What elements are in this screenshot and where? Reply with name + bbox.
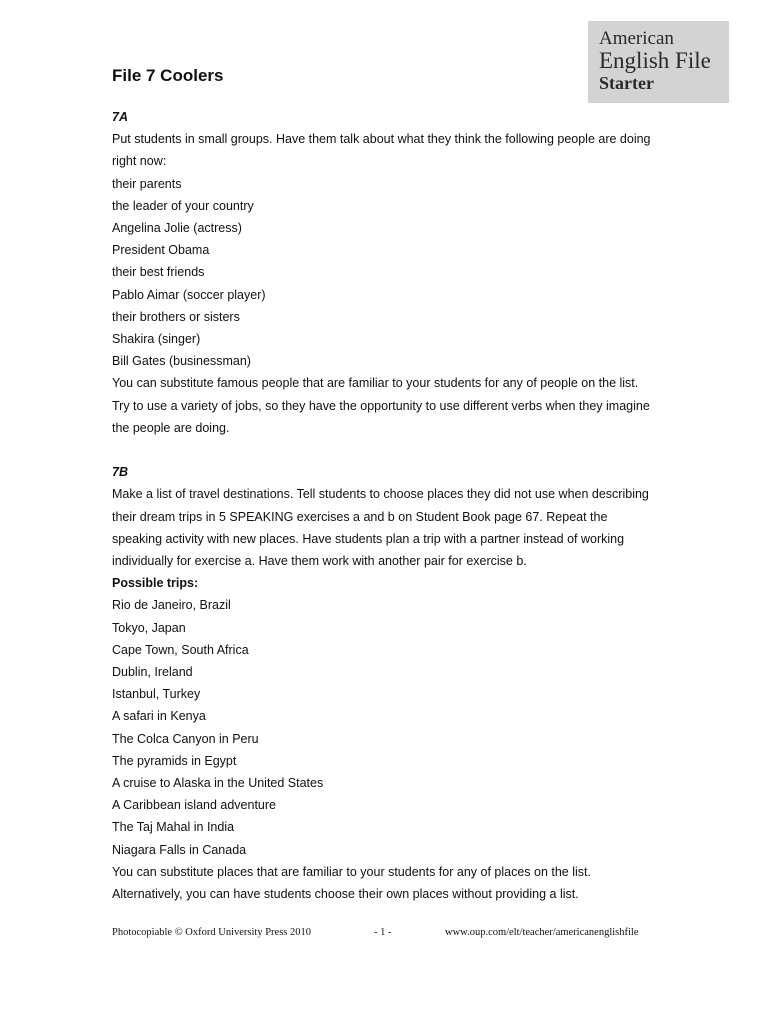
section-7b-line: speaking activity with new places. Have students plan a trip with a partner instead of working xyxy=(112,531,625,546)
trip-item: Istanbul, Turkey xyxy=(112,687,201,702)
closing-line: Alternatively, you can have students choose their own places without providing a list. xyxy=(112,887,579,902)
section-7b-line: Make a list of travel destinations. Tell students to choose places they did not use when describing xyxy=(112,487,649,502)
section-7a-line: President Obama xyxy=(112,243,210,258)
section-7a-heading: 7A xyxy=(112,110,128,124)
trip-item: Dublin, Ireland xyxy=(112,665,193,680)
closing-line: You can substitute places that are familiar to your students for any of places on the list. xyxy=(112,864,591,879)
section-7a-line: Shakira (singer) xyxy=(112,332,201,347)
trip-item: The Colca Canyon in Peru xyxy=(112,731,259,746)
section-7a-line: the leader of your country xyxy=(112,198,254,213)
logo-line-3: Starter xyxy=(599,73,654,93)
trip-item: Niagara Falls in Canada xyxy=(112,842,247,857)
section-7a-line: Put students in small groups. Have them talk about what they think the following people are doing xyxy=(112,132,651,147)
trip-item: The Taj Mahal in India xyxy=(112,820,235,835)
section-7a-line: the people are doing. xyxy=(112,420,230,435)
page-footer xyxy=(112,927,672,943)
trip-item: A safari in Kenya xyxy=(112,709,206,724)
document-body xyxy=(112,106,672,905)
section-7a-line: right now: xyxy=(112,154,167,169)
page-title: File 7 Coolers xyxy=(112,66,224,85)
trip-item: Tokyo, Japan xyxy=(112,620,186,635)
logo-line-1: American xyxy=(599,28,674,49)
page-number: - 1 - xyxy=(374,927,392,938)
trip-item: The pyramids in Egypt xyxy=(112,753,237,768)
section-7a-line: Bill Gates (businessman) xyxy=(112,354,251,369)
section-spacer xyxy=(112,439,672,461)
section-7b-heading: 7B xyxy=(112,465,128,480)
copyright-notice: Photocopiable © Oxford University Press 2010 xyxy=(112,927,311,938)
section-7a-line: Angelina Jolie (actress) xyxy=(112,221,242,236)
section-7a-line: You can substitute famous people that are familiar to your students for any of people on the list. xyxy=(112,376,639,391)
section-7a-line: their parents xyxy=(112,176,182,191)
trip-item: Rio de Janeiro, Brazil xyxy=(112,598,231,613)
trip-item: A Caribbean island adventure xyxy=(112,798,277,813)
trip-item: A cruise to Alaska in the United States xyxy=(112,776,324,791)
logo-line-2: English File xyxy=(599,48,711,73)
possible-trips-heading: Possible trips: xyxy=(112,576,199,591)
section-7a-line: Pablo Aimar (soccer player) xyxy=(112,287,266,302)
trip-item: Cape Town, South Africa xyxy=(112,642,249,657)
section-7a-line: their best friends xyxy=(112,265,205,280)
section-7b-line: individually for exercise a. Have them work with another pair for exercise b. xyxy=(112,554,527,569)
section-7b-line: their dream trips in 5 SPEAKING exercises a and b on Student Book page 67. Repeat the xyxy=(112,509,608,524)
american-english-file-logo xyxy=(588,21,729,103)
publisher-url: www.oup.com/elt/teacher/americanenglishfile xyxy=(445,927,639,938)
section-7a-line: Try to use a variety of jobs, so they have the opportunity to use different verbs when they imagine xyxy=(112,398,650,413)
section-7a-line: their brothers or sisters xyxy=(112,309,240,324)
